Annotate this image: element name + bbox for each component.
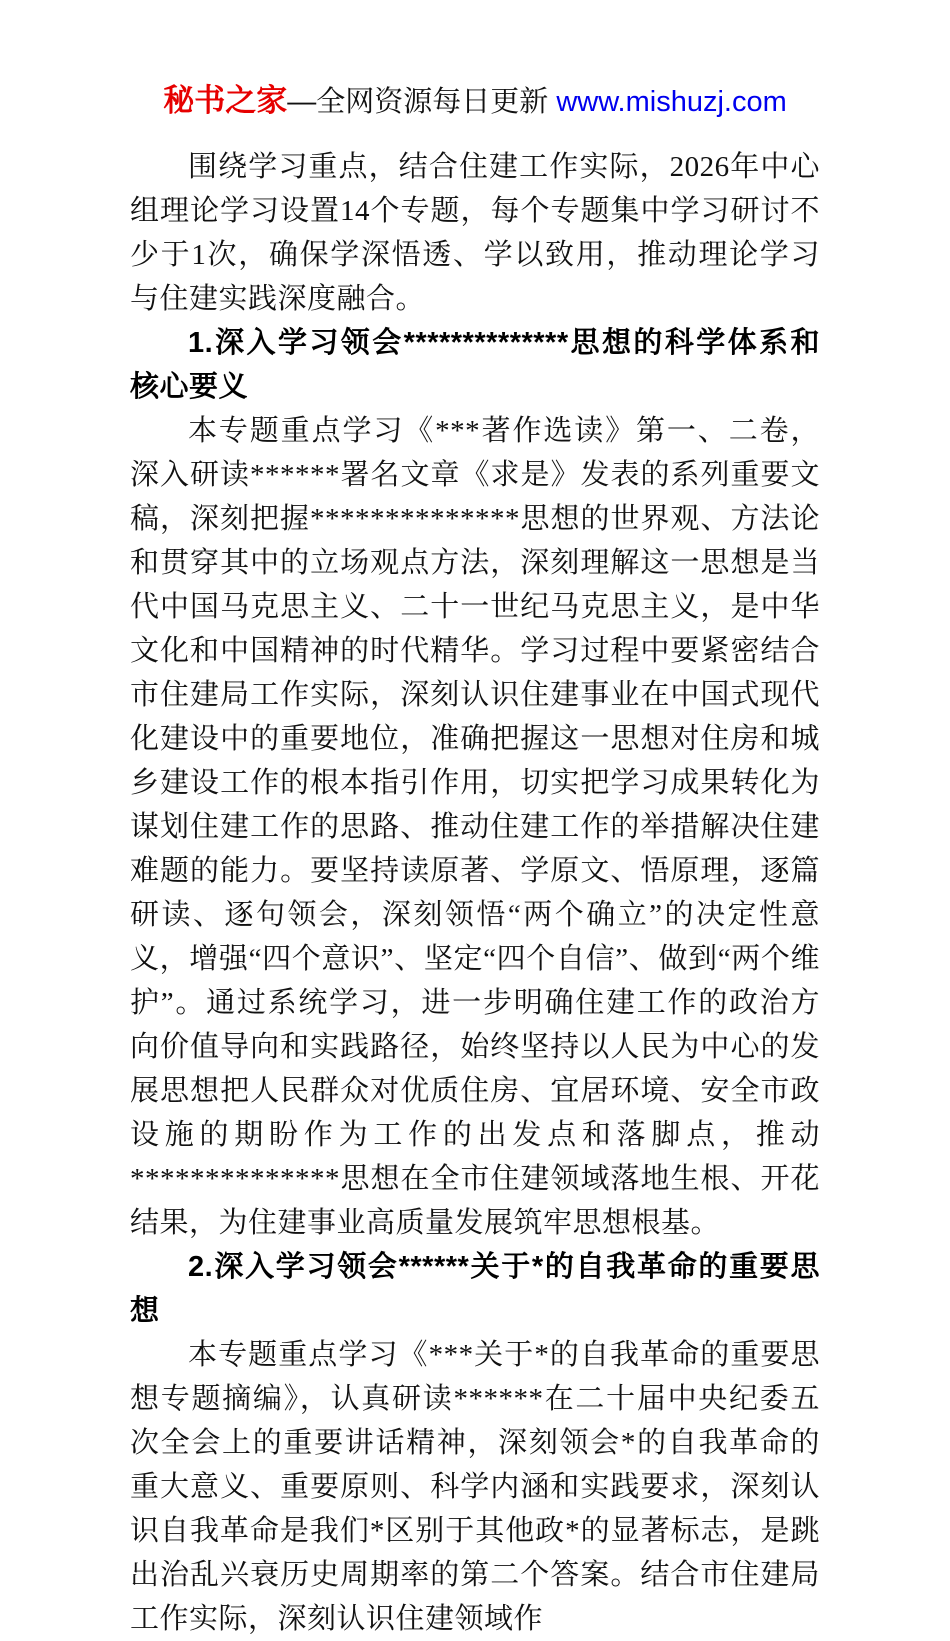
site-header — [0, 0, 950, 119]
document-body — [130, 145, 820, 1641]
paragraph-topic-2: 本专题重点学习《***关于*的自我革命的重要思想专题摘编》，认真研读******在二十届中央纪委五次全会上的重要讲话精神，深刻领会*的自我革命的重大意义、重要原则、科学内涵和实践要求，深刻认识自我革命是我们*区别于其他政*的显著标志，是跳出治乱兴衰历史周期率的第二个答案。结合市住建局工作实际，深刻认识住建领域作 — [130, 1339, 820, 1635]
paragraph-intro: 围绕学习重点，结合住建工作实际，2026年中心组理论学习设置14个专题，每个专题集中学习研讨不少于1次，确保学深悟透、学以致用，推动理论学习与住建实践深度融合。 — [130, 151, 820, 315]
site-brand: 秘书之家 — [163, 83, 288, 118]
section-heading-1: 1.深入学习领会**************思想的科学体系和核心要义 — [130, 327, 820, 403]
site-tagline: —全网资源每日更新 — [287, 86, 557, 118]
section-heading-2: 2.深入学习领会******关于*的自我革命的重要思想 — [130, 1251, 820, 1327]
paragraph-topic-1: 本专题重点学习《***著作选读》第一、二卷，深入研读******署名文章《求是》发表的系列重要文稿，深刻把握**************思想的世界观、方法论和贯穿其中的立场观点方法，深刻理解这一思想是当代中国马克思主义、二十一世纪马克思主义，是中华文化和中国精神的时代精华。学习过程中要紧密结合市住建局工作实际，深刻认识住建事业在中国式现代化建设中的重要地位，准确把握这一思想对住房和城乡建设工作的根本指引作用，切实把学习成果转化为谋划住建工作的思路、推动住建工作的举措解决住建难题的能力。要坚持读原著、学原文、悟原理，逐篇研读、逐句领会，深刻领悟“两个确立”的决定性意义，增强“四个意识”、坚定“四个自信”、做到“两个维护”。通过系统学习，进一步明确住建工作的政治方向价值导向和实践路径，始终坚持以人民为中心的发展思想把人民群众对优质住房、宜居环境、安全市政设施的期盼作为工作的出发点和落脚点，推动**************思想在全市住建领域落地生根、开花结果，为住建事业高质量发展筑牢思想根基。 — [130, 415, 820, 1239]
site-url-link[interactable]: www.mishuzj.com — [556, 86, 787, 118]
